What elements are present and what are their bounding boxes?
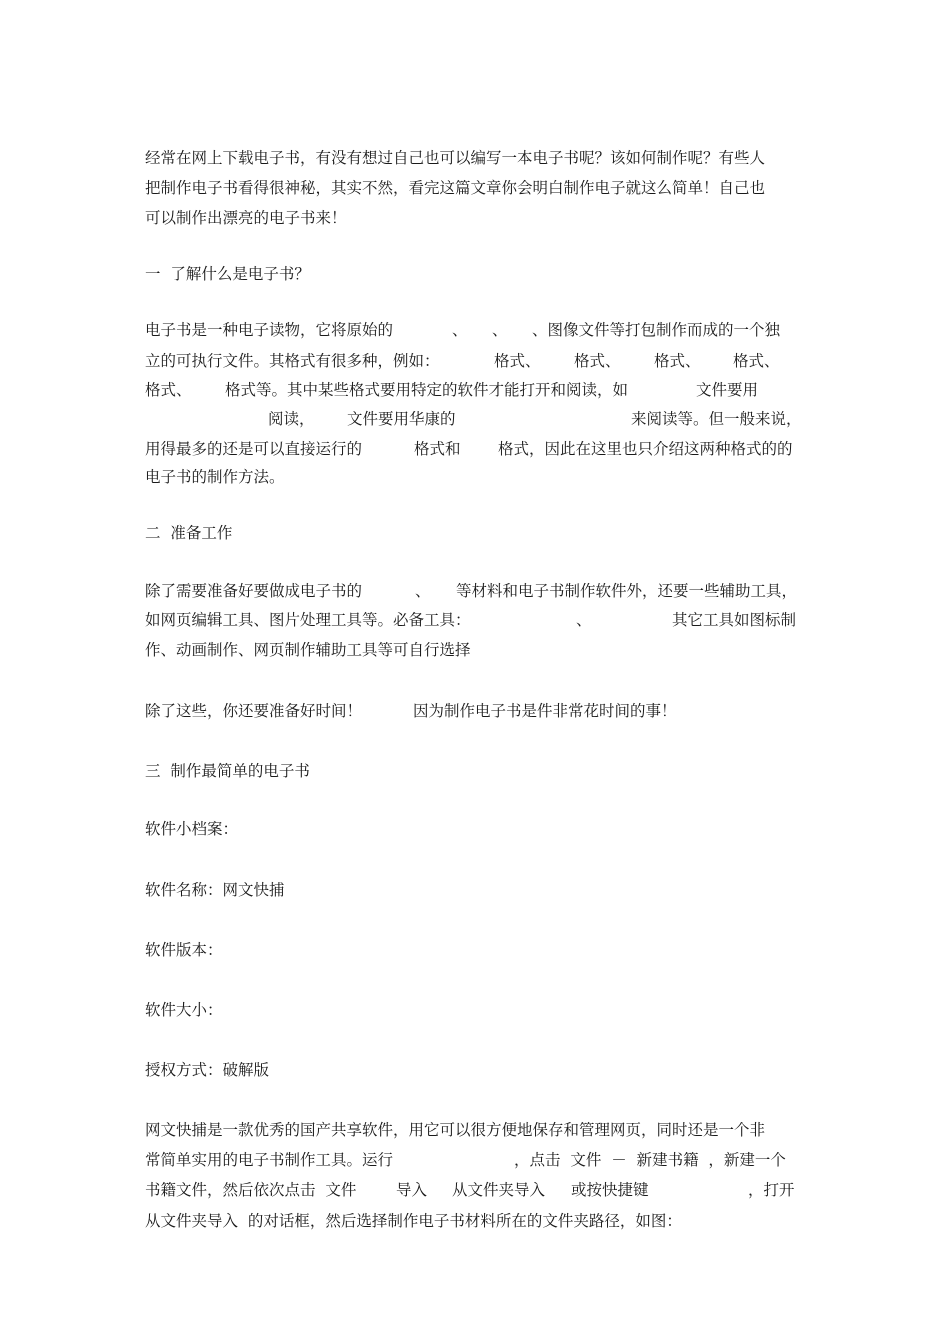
software-name: 软件名称：网文快捕	[145, 881, 285, 899]
s1-p1-text: 文件要用华康的	[347, 410, 456, 428]
intro-line-3: 可以制作出漂亮的电子书来！	[145, 209, 347, 227]
intro-line-1: 经常在网上下载电子书，有没有想过自己也可以编写一本电子书呢？该如何制作呢？有些人	[145, 149, 766, 167]
s3-p1-text: ，点击 文件 － 新建书籍 ，新建一个	[514, 1151, 786, 1169]
s2-p1-text: 作、动画制作、网页制作辅助工具等可自行选择	[145, 641, 471, 659]
s3-p1-text: 网文快捕是一款优秀的国产共享软件，用它可以很方便地保存和管理网页，同时还是一个非	[145, 1121, 766, 1139]
s1-p1-text: 立的可执行文件。其格式有很多种，例如：	[145, 352, 440, 370]
s1-p1-text: 电子书是一种电子读物，它将原始的	[145, 321, 394, 339]
s3-p1-text: 导入	[396, 1181, 428, 1199]
software-size: 软件大小：	[145, 1001, 223, 1019]
s1-p1-text: 格式、	[145, 381, 192, 399]
s3-p1-text: ，打开	[748, 1181, 795, 1199]
s1-p1-text: 格式、	[733, 352, 780, 370]
s2-p1-text: 如网页编辑工具、图片处理工具等。必备工具：	[145, 611, 471, 629]
section-3-heading: 三 制作最简单的电子书	[145, 762, 310, 780]
software-version: 软件版本：	[145, 941, 223, 959]
software-profile-label: 软件小档案：	[145, 820, 239, 838]
s1-p1-text: 阅读，	[268, 410, 315, 428]
s3-p1-text: 书籍文件，然后依次点击 文件	[145, 1181, 357, 1199]
intro-line-2: 把制作电子书看得很神秘，其实不然，看完这篇文章你会明白制作电子就这么简单！自己也	[145, 179, 766, 197]
s1-p1-text: 格式、	[574, 352, 621, 370]
s2-p1-text: 除了需要准备好要做成电子书的	[145, 582, 363, 600]
s1-p1-text: 、	[492, 321, 508, 339]
s2-p2-text: 除了这些，你还要准备好时间！	[145, 702, 363, 720]
s3-p1-text: 或按快捷键	[571, 1181, 649, 1199]
section-2-heading: 二 准备工作	[145, 524, 233, 542]
s1-p1-text: 格式和	[414, 440, 461, 458]
s1-p1-text: 格式，因此在这里也只介绍这两种格式的的	[498, 440, 793, 458]
s3-p1-text: 从文件夹导入 的对话框，然后选择制作电子书材料所在的文件夹路径，如图：	[145, 1212, 682, 1230]
s2-p1-text: 等材料和电子书制作软件外，还要一些辅助工具，	[456, 582, 798, 600]
s3-p1-text: 常简单实用的电子书制作工具。运行	[145, 1151, 394, 1169]
s1-p1-text: 用得最多的还是可以直接运行的	[145, 440, 363, 458]
s2-p1-text: 其它工具如图标制	[672, 611, 797, 629]
s1-p1-text: 、图像文件等打包制作而成的一个独	[532, 321, 781, 339]
s2-p1-text: 、	[576, 611, 592, 629]
s3-p1-text: 从文件夹导入	[452, 1181, 546, 1199]
s1-p1-text: 格式、	[654, 352, 701, 370]
s2-p1-text: 、	[415, 582, 431, 600]
s1-p1-text: 来阅读等。但一般来说，	[631, 410, 802, 428]
s1-p1-text: 文件要用	[696, 381, 759, 399]
s1-p1-text: 格式、	[494, 352, 541, 370]
s2-p2-text: 因为制作电子书是件非常花时间的事！	[413, 702, 677, 720]
section-1-heading: 一 了解什么是电子书？	[145, 265, 310, 283]
s1-p1-text: 、	[452, 321, 468, 339]
s1-p1-text: 格式等。其中某些格式要用特定的软件才能打开和阅读，如	[225, 381, 629, 399]
s1-p1-text: 电子书的制作方法。	[145, 468, 285, 486]
software-license: 授权方式：破解版	[145, 1061, 270, 1079]
